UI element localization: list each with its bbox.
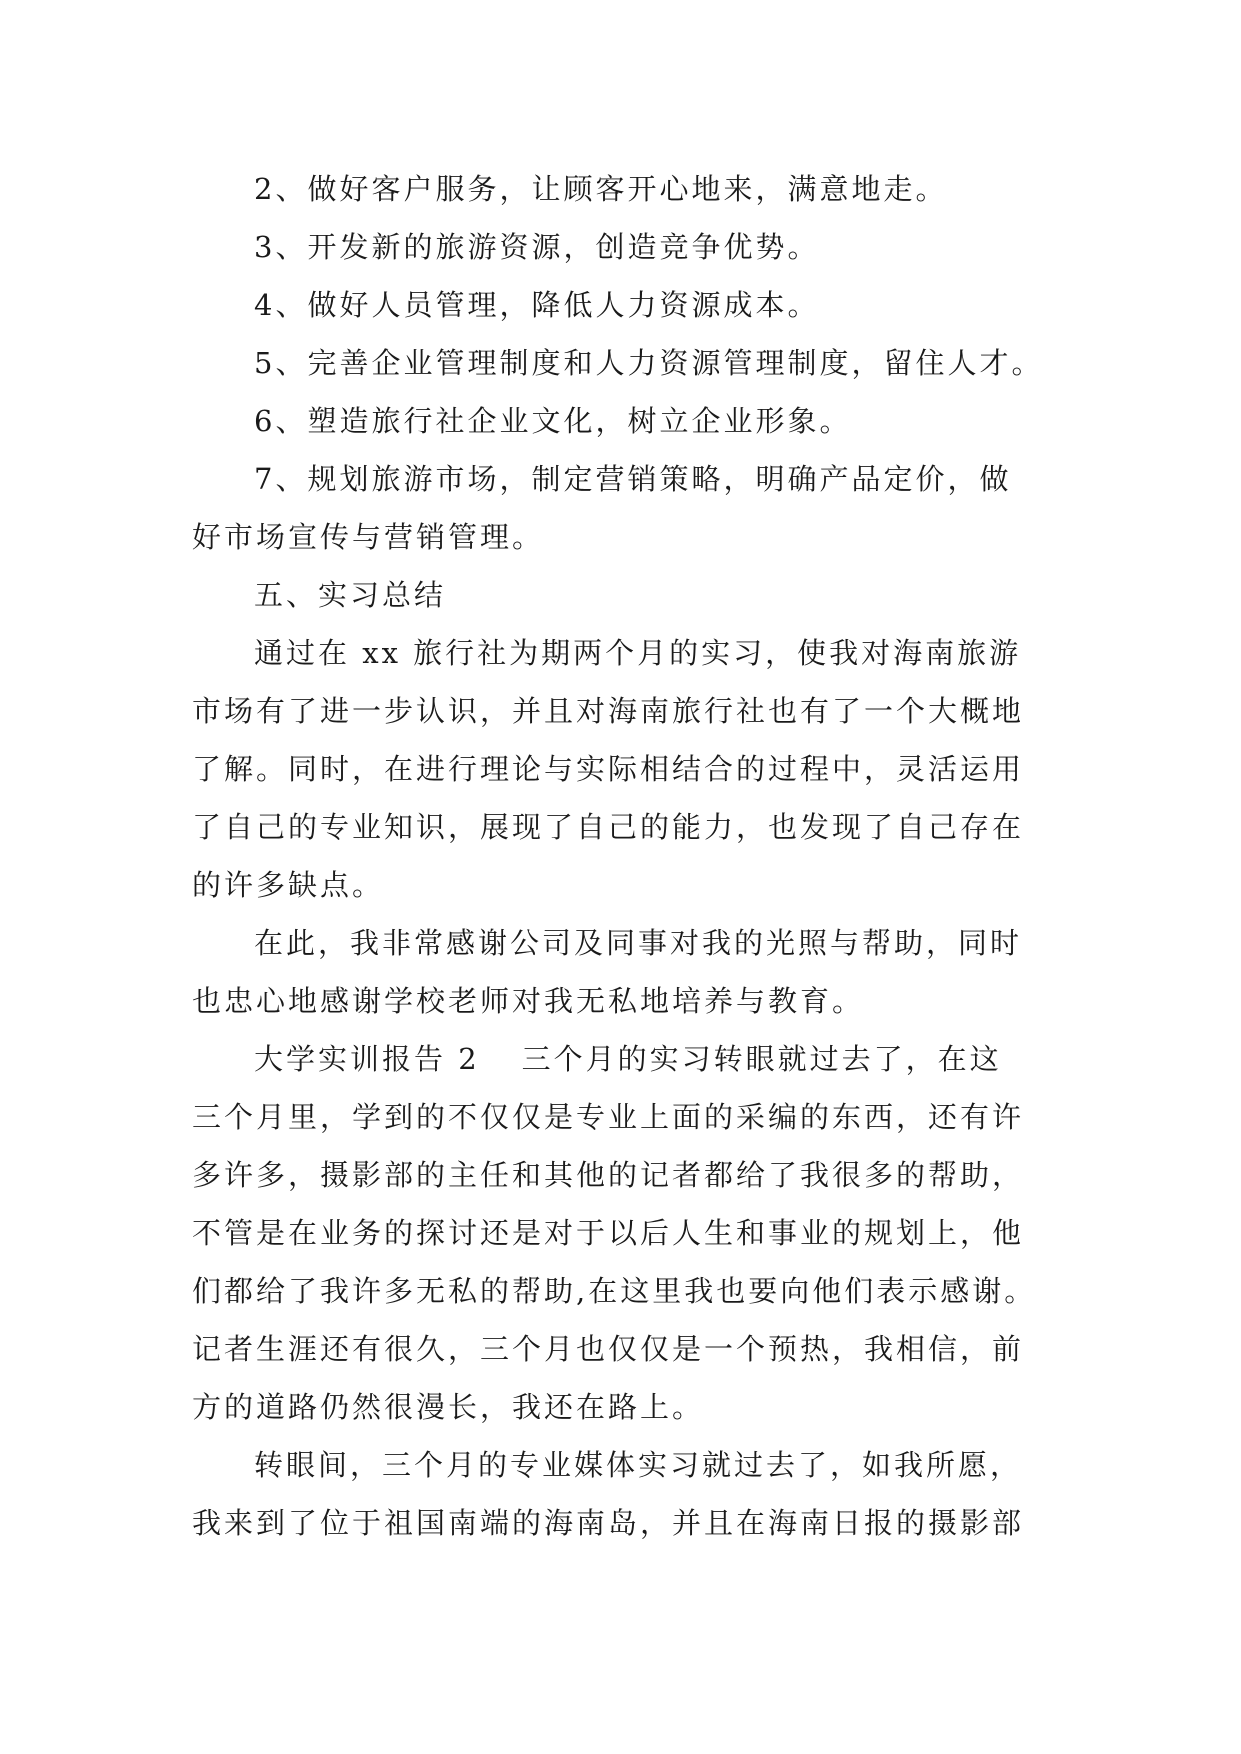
list-item-3 [192, 218, 1050, 276]
list-item-4-text: 4、做好人员管理，降低人力资源成本。 [254, 288, 820, 322]
list-item-2 [192, 160, 1050, 218]
section-heading [192, 566, 1050, 624]
section-heading-text: 五、实习总结 [254, 578, 447, 612]
report2-line-5: 们都给了我许多无私的帮助,在这里我也要向他们表示感谢。 [192, 1274, 1037, 1308]
thanks-line-2: 也忠心地感谢学校老师对我无私地培养与教育。 [192, 984, 865, 1018]
report2-paragraph [192, 1030, 1050, 1436]
report2-line-3: 多许多，摄影部的主任和其他的记者都给了我很多的帮助， [192, 1158, 1025, 1192]
report2-title: 大学实训报告 2 [254, 1042, 480, 1076]
list-item-2-text: 2、做好客户服务，让顾客开心地来，满意地走。 [254, 172, 948, 206]
report2-line-4: 不管是在业务的探讨还是对于以后人生和事业的规划上，他 [192, 1216, 1025, 1250]
document-page [192, 160, 1050, 1552]
list-item-4 [192, 276, 1050, 334]
list-item-5-text: 5、完善企业管理制度和人力资源管理制度，留住人才。 [254, 346, 1044, 380]
report2-line-1-text: 三个月的实习转眼就过去了，在这 [521, 1042, 1002, 1076]
summary-line-3: 了解。同时，在进行理论与实际相结合的过程中，灵活运用 [192, 752, 1025, 786]
summary-paragraph [192, 624, 1050, 914]
report2-line-2: 三个月里，学到的不仅仅是专业上面的采编的东西，还有许 [192, 1100, 1025, 1134]
list-item-5 [192, 334, 1050, 392]
list-item-7-line-2: 好市场宣传与营销管理。 [192, 520, 545, 554]
summary-line-1: 通过在 xx 旅行社为期两个月的实习，使我对海南旅游 [254, 636, 1022, 670]
list-item-7-line-1: 7、规划旅游市场，制定营销策略，明确产品定价，做 [254, 462, 1012, 496]
thanks-paragraph [192, 914, 1050, 1030]
list-item-6 [192, 392, 1050, 450]
summary-line-2: 市场有了进一步认识，并且对海南旅行社也有了一个大概地 [192, 694, 1025, 728]
summary-line-5: 的许多缺点。 [192, 868, 385, 902]
last-line-1: 转眼间，三个月的专业媒体实习就过去了，如我所愿， [254, 1448, 1023, 1482]
list-item-6-text: 6、塑造旅行社企业文化，树立企业形象。 [254, 404, 852, 438]
list-item-7 [192, 450, 1050, 566]
summary-line-4: 了自己的专业知识，展现了自己的能力，也发现了自己存在 [192, 810, 1025, 844]
report2-line-6: 记者生涯还有很久，三个月也仅仅是一个预热，我相信，前 [192, 1332, 1025, 1366]
report2-line-1 [192, 1030, 1050, 1088]
last-paragraph [192, 1436, 1050, 1552]
list-item-3-text: 3、开发新的旅游资源，创造竞争优势。 [254, 230, 820, 264]
thanks-line-1: 在此，我非常感谢公司及同事对我的光照与帮助，同时 [254, 926, 1023, 960]
last-line-2: 我来到了位于祖国南端的海南岛，并且在海南日报的摄影部 [192, 1506, 1025, 1540]
report2-line-7: 方的道路仍然很漫长，我还在路上。 [192, 1390, 705, 1424]
